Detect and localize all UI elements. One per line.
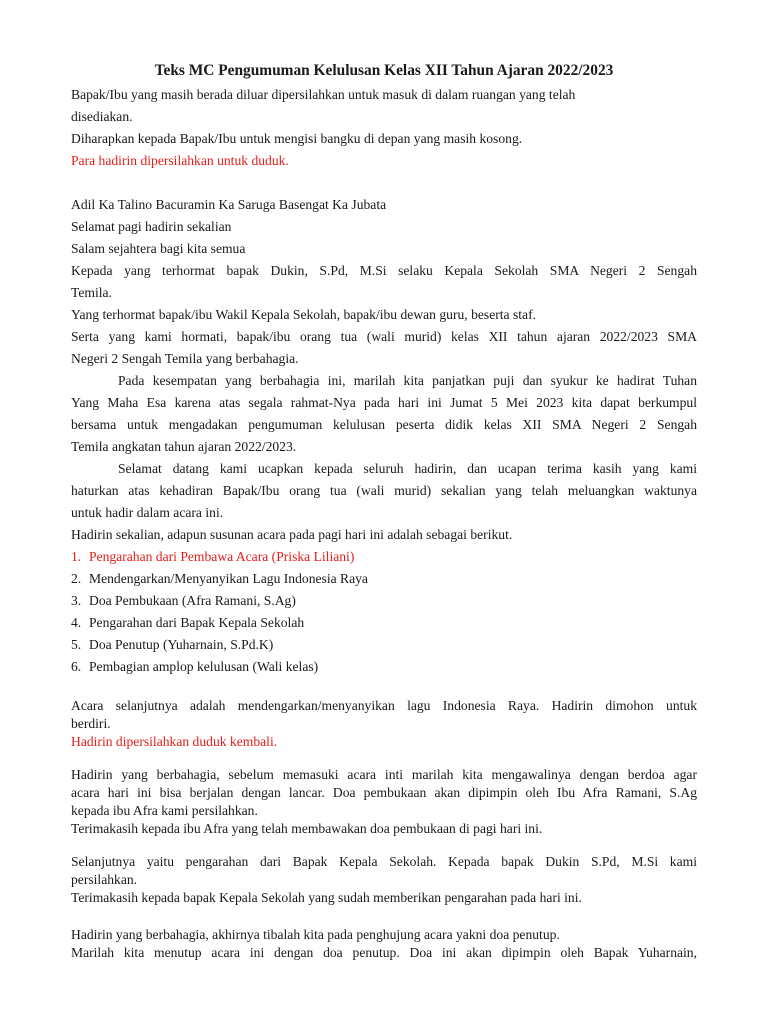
text-line: Marilah kita menutup acara ini dengan doa penutup. Doa ini akan dipimpin oleh Bapak Yuharnain, [71,945,697,960]
text-line: Salam sejahtera bagi kita semua [71,241,246,256]
text-line: Yang terhormat bapak/ibu Wakil Kepala Sekolah, bapak/ibu dewan guru, beserta staf. [71,307,536,322]
text-line: Bapak/Ibu yang masih berada diluar dipersilahkan untuk masuk di dalam ruangan yang telah [71,87,576,102]
agenda-item: 2. Mendengarkan/Menyanyikan Lagu Indonesia Raya [71,571,368,586]
text-line: Kepada yang terhormat bapak Dukin, S.Pd, M.Si selaku Kepala Sekolah SMA Negeri 2 Sengah [71,263,697,278]
text-line: bersama untuk mengadakan pengumuman kelulusan peserta didik kelas XII SMA Negeri 2 Sengah [71,417,697,432]
text-line: persilahkan. [71,872,138,887]
text-line: Negeri 2 Sengah Temila yang berbahagia. [71,351,299,366]
agenda-item: 5. Doa Penutup (Yuharnain, S.Pd.K) [71,637,274,652]
text-line: Terimakasih kepada bapak Kepala Sekolah yang sudah memberikan pengarahan pada hari ini. [71,890,582,905]
highlighted-instruction: Para hadirin dipersilahkan untuk duduk. [71,153,289,168]
document-title: Teks MC Pengumuman Kelulusan Kelas XII Tahun Ajaran 2022/2023 [154,62,614,79]
text-line: Pada kesempatan yang berbahagia ini, marilah kita panjatkan puji dan syukur ke hadirat Tuhan [118,373,697,388]
agenda-item: 3. Doa Pembukaan (Afra Ramani, S.Ag) [71,593,296,608]
text-line: Hadirin yang berbahagia, akhirnya tibalah kita pada penghujung acara yakni doa penutup. [71,927,560,942]
text-line: disediakan. [71,109,133,124]
text-line: haturkan atas kehadiran Bapak/Ibu orang tua (wali murid) sekalian yang telah meluangkan waktunya [71,483,697,498]
text-line: Acara selanjutnya adalah mendengarkan/menyanyikan lagu Indonesia Raya. Hadirin dimohon untuk [71,698,697,713]
agenda-item: 6. Pembagian amplop kelulusan (Wali kelas) [71,659,319,674]
text-line: Selanjutnya yaitu pengarahan dari Bapak Kepala Sekolah. Kepada bapak Dukin S.Pd, M.Si kami [71,854,697,869]
text-line: acara hari ini bisa berjalan dengan lancar. Doa pembukaan akan dipimpin oleh Ibu Afra Ramani, S.Ag [71,785,697,800]
highlighted-instruction: Hadirin dipersilahkan duduk kembali. [71,734,278,749]
text-line: Serta yang kami hormati, bapak/ibu orang tua (wali murid) kelas XII tahun ajaran 2022/2023 SMA [71,329,697,344]
text-line: Diharapkan kepada Bapak/Ibu untuk mengisi bangku di depan yang masih kosong. [71,131,523,146]
text-line: Terimakasih kepada ibu Afra yang telah membawakan doa pembukaan di pagi hari ini. [71,821,543,836]
text-line: kepada ibu Afra kami persilahkan. [71,803,258,818]
text-line: Yang Maha Esa karena atas segala rahmat-Nya pada hari ini Jumat 5 Mei 2023 kita dapat berkumpul [71,395,697,410]
text-line: berdiri. [71,716,111,731]
text-line: Temila angkatan tahun ajaran 2022/2023. [71,439,297,454]
agenda-item: 4. Pengarahan dari Bapak Kepala Sekolah [71,615,305,630]
text-line: Temila. [71,285,112,300]
text-line: Hadirin yang berbahagia, sebelum memasuki acara inti marilah kita mengawalinya dengan berdoa agar [71,767,697,782]
text-line: Adil Ka Talino Bacuramin Ka Saruga Basengat Ka Jubata [71,197,387,212]
text-line: untuk hadir dalam acara ini. [71,505,224,520]
agenda-item: 1. Pengarahan dari Pembawa Acara (Priska Liliani) [71,549,355,564]
text-line: Selamat datang kami ucapkan kepada seluruh hadirin, dan ucapan terima kasih yang kami [118,461,697,476]
text-line: Hadirin sekalian, adapun susunan acara pada pagi hari ini adalah sebagai berikut. [71,527,513,542]
text-line: Selamat pagi hadirin sekalian [71,219,232,234]
